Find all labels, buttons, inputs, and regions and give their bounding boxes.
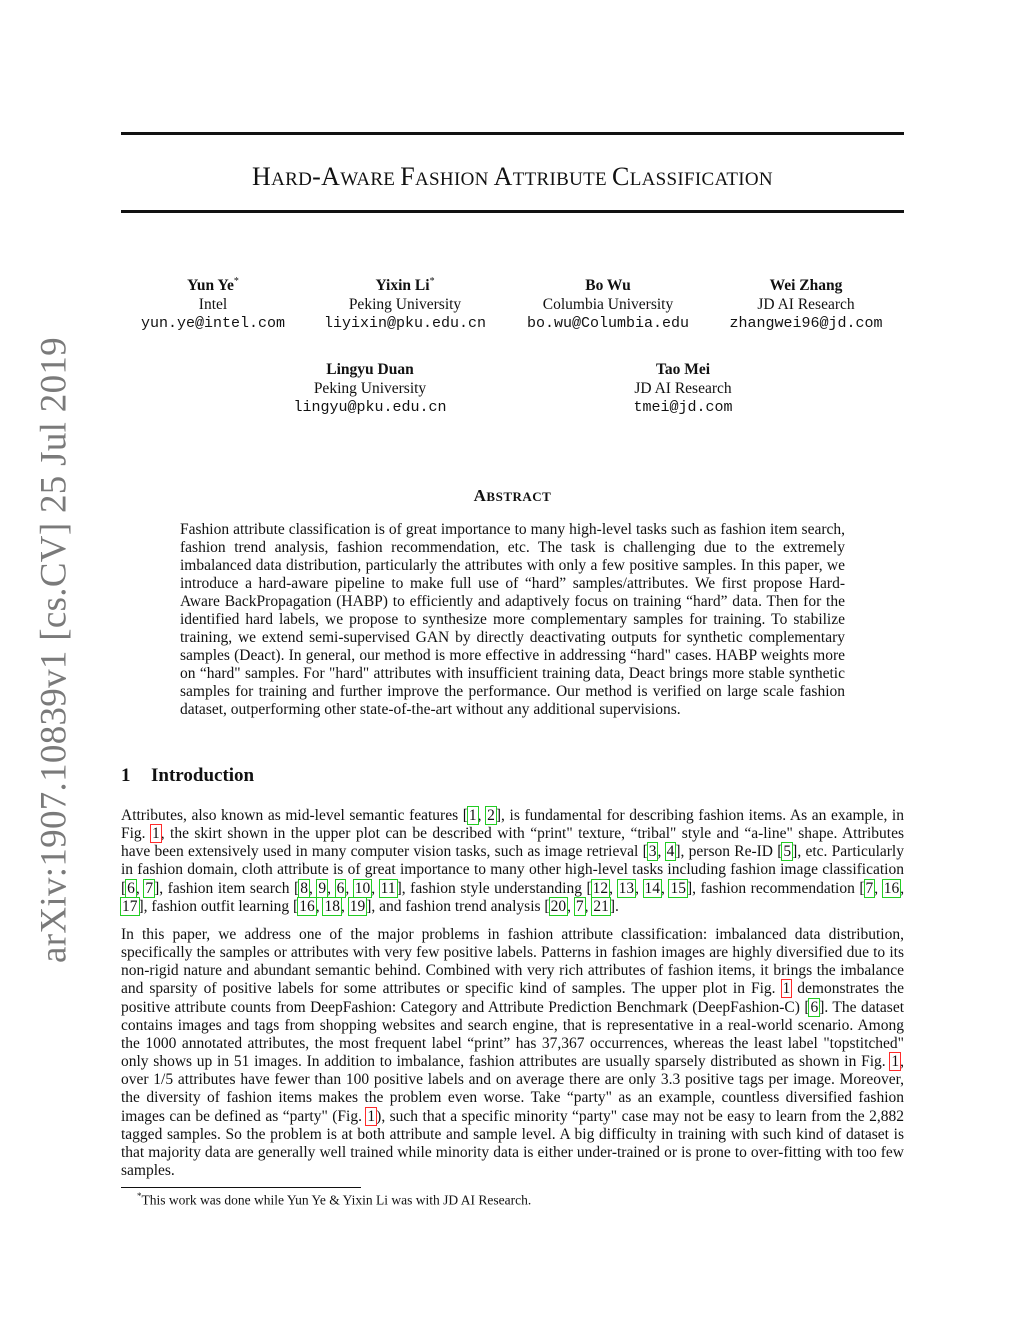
abstract-heading: ABSTRACT (473, 486, 552, 505)
author-name: Tao Mei (655, 361, 711, 379)
paragraph-text: ], is fundamental for describing fashion items. As an example, in Fig. (121, 807, 904, 843)
citation-link[interactable]: 17 (122, 897, 138, 915)
paragraph-text: , (661, 879, 670, 897)
intro-paragraph (121, 807, 904, 916)
author-name: Yixin Li* (375, 276, 435, 295)
paragraph-text: , (345, 879, 354, 897)
citation-link[interactable]: 2 (487, 807, 495, 824)
author-affiliation: Peking University (348, 296, 462, 314)
paragraph-text: , (340, 897, 349, 915)
citation-link[interactable]: 20 (550, 897, 567, 915)
paragraph-text: , over 1/5 attributes have fewer than 100 positive labels and on average there are only 3.3 positive tags per image. Moreover, the diversity of fashion items makes the problem even worse. Take “party" as an example, countless diversified fashion images can be defined as “party" (Fig. (121, 1053, 904, 1125)
paragraph-text: Attributes, also known as mid-level semantic features [ (121, 807, 468, 824)
author-email[interactable]: lingyu@pku.edu.cn (293, 399, 447, 417)
author-affiliation: Columbia University (542, 296, 674, 314)
author-block (706, 272, 906, 333)
citation-link[interactable]: 13 (618, 879, 635, 897)
author-block (583, 356, 783, 417)
author-email[interactable]: bo.wu@Columbia.edu (526, 315, 690, 333)
title-part: FASHION (400, 162, 494, 191)
citation-link[interactable]: 15 (670, 879, 686, 897)
author-name: Yun Ye* (187, 276, 239, 295)
citation-link[interactable]: 16 (883, 879, 900, 897)
figure-link[interactable]: 1 (367, 1107, 376, 1125)
title-bottom-rule (121, 210, 904, 213)
paragraph-text: ], fashion style understanding [ (396, 879, 592, 897)
citation-link[interactable]: 10 (354, 879, 371, 897)
paragraph-text: ), such that a specific minority “party" case may not be easy to learn from the 2,882 tagged samples. So the problem is at both attribute and sample level. A big difficulty in training with such kind of dataset is that majority data are generally well trained while minority data is either under-trained or is prone to over-fitting with too few samples. (121, 1107, 904, 1180)
paragraph-text: demonstrates the positive attribute counts from DeepFashion: Category and Attribute Prediction Benchmark (DeepFashion-C) [ (121, 980, 904, 1016)
citation-link[interactable]: 6 (127, 879, 135, 897)
section-heading-introduction: 1 Introduction (121, 765, 255, 786)
citation-link[interactable]: 16 (299, 897, 315, 915)
paragraph-text: , the skirt shown in the upper plot can be described with “print" texture, “tribal" style and “a-line" shape. Attributes have been extensively used in many computer vision tasks, such as image retrieval [ (121, 825, 904, 861)
paragraph-text: , (874, 879, 883, 897)
paragraph-text: , (327, 879, 336, 897)
author-email[interactable]: yun.ye@intel.com (140, 315, 286, 333)
author-block (270, 356, 470, 417)
paragraph-text: , (135, 879, 145, 897)
author-email[interactable]: tmei@jd.com (633, 399, 733, 417)
citation-link[interactable]: 7 (145, 879, 154, 897)
paragraph-text: , (900, 879, 905, 897)
author-block (503, 272, 713, 333)
paragraph-text: , (657, 843, 666, 861)
author-name: Wei Zhang (769, 277, 843, 295)
figure-link[interactable]: 1 (782, 980, 791, 998)
author-block (300, 272, 510, 333)
title-part: ATTRIBUTE (493, 162, 613, 191)
author-affiliation: Intel (198, 296, 228, 314)
paragraph-text: ], etc. Particularly in fashion domain, cloth attribute is of great importance to many other high-level tasks including fashion image classification [ (121, 843, 904, 897)
author-name: Lingyu Duan (326, 361, 414, 379)
author-email[interactable]: zhangwei96@jd.com (729, 315, 883, 333)
citation-link[interactable]: 3 (648, 843, 657, 861)
citation-link[interactable]: 7 (865, 879, 874, 897)
arxiv-stamp[interactable]: arXiv:1907.10839v1 [cs.CV] 25 Jul 2019 (33, 337, 75, 963)
paragraph-text: , (477, 807, 487, 824)
figure-link[interactable]: 1 (891, 1053, 900, 1071)
paragraph-text: , (609, 879, 618, 897)
figure-link[interactable]: 1 (151, 825, 160, 843)
citation-link[interactable]: 14 (644, 879, 661, 897)
citation-link[interactable]: 6 (336, 879, 345, 897)
citation-link[interactable]: 18 (324, 897, 340, 915)
author-name: Bo Wu (585, 277, 631, 295)
title-part: AWARE (321, 162, 401, 191)
citation-link[interactable]: 21 (593, 897, 609, 915)
paragraph-text: , (584, 897, 593, 915)
citation-link[interactable]: 4 (666, 843, 675, 861)
paragraph-text: ], fashion item search [ (154, 879, 300, 897)
title-part: - (312, 162, 322, 191)
citation-link[interactable]: 19 (349, 897, 366, 915)
paragraph-text: ]. The dataset contains images and tags from shopping websites and search engine, that is representative in a real-world scenario. Among the 1000 annotated attributes, the most frequent label “print” has 37,367 occurrences, whereas the least label "topstitched" only shows up in 51 images. In addition to imbalance, fashion attributes are usually sparsely distributed as shown in Fig. (121, 998, 904, 1071)
citation-link[interactable]: 9 (318, 879, 327, 897)
citation-link[interactable]: 7 (575, 897, 584, 915)
citation-link[interactable]: 6 (810, 998, 819, 1016)
footnote-rule (121, 1187, 361, 1188)
paragraph-text: ], person Re-ID [ (675, 843, 783, 861)
intro-paragraph (121, 926, 904, 1180)
citation-link[interactable]: 11 (380, 879, 396, 897)
title-part: HARD (252, 162, 313, 191)
author-affiliation: JD AI Research (634, 380, 732, 398)
paper-title (121, 160, 904, 197)
paragraph-text: ]. (609, 897, 619, 915)
paragraph-text: ], and fashion trend analysis [ (366, 897, 550, 915)
author-affiliation: JD AI Research (757, 296, 855, 314)
paragraph-text: , (635, 879, 644, 897)
paragraph-text: ], fashion recommendation [ (686, 879, 865, 897)
paragraph-text: , (371, 879, 380, 897)
author-affiliation: Peking University (313, 380, 427, 398)
author-block (113, 272, 313, 333)
paragraph-text: ], fashion outfit learning [ (138, 897, 299, 915)
paragraph-text: , (567, 897, 575, 915)
author-email[interactable]: liyixin@pku.edu.cn (323, 315, 487, 333)
citation-link[interactable]: 1 (468, 807, 477, 824)
abstract-text: Fashion attribute classification is of great importance to many high-level tasks such as fashion item search, fashion trend analysis, fashion recommendation, etc. The task is challenging due to the extremely imbalanced data distribution, particularly the attributes with only a few positive samples. In this paper, we introduce a hard-aware pipeline to make full use of “hard” samples/attributes. We first propose Hard-Aware BackPropagation (HABP) to efficiently and adaptively focus on training “hard” data. Then for the identified hard labels, we propose to synthesize more complementary samples for training. To stabilize training, we extend semi-supervised GAN by directly deactivating outputs for synthetic complementary samples (Deact). In general, our method is more effective in addressing “hard" cases. HABP weights more on “hard" samples. For "hard" attributes with insufficient training data, Deact brings more stable synthetic samples for training and further improve the performance. Our method is verified on large scale fashion dataset, outperforming other state-of-the-art without any additional supervisions. (180, 521, 845, 719)
title-part: CLASSIFICATION (612, 162, 773, 191)
paragraph-text: In this paper, we address one of the major problems in fashion attribute classification: imbalanced data distribution, specifically the samples or attributes with very few positive labels. Patterns in fashion images are highly diversified due to its non-rigid nature and abundant semantic behind. Combined with very rich attributes of fashion items, it brings the imbalance and sparsity of positive labels for some attributes or specific kind of samples. The upper plot in Fig. (121, 926, 904, 998)
citation-link[interactable]: 8 (300, 879, 308, 897)
paragraph-text: , (308, 879, 318, 897)
title-top-rule (121, 132, 904, 135)
paragraph-text: , (315, 897, 324, 915)
citation-link[interactable]: 12 (592, 879, 609, 897)
footnote: *This work was done while Yun Ye & Yixin Li was with JD AI Research. (137, 1191, 532, 1208)
citation-link[interactable]: 5 (783, 843, 792, 861)
